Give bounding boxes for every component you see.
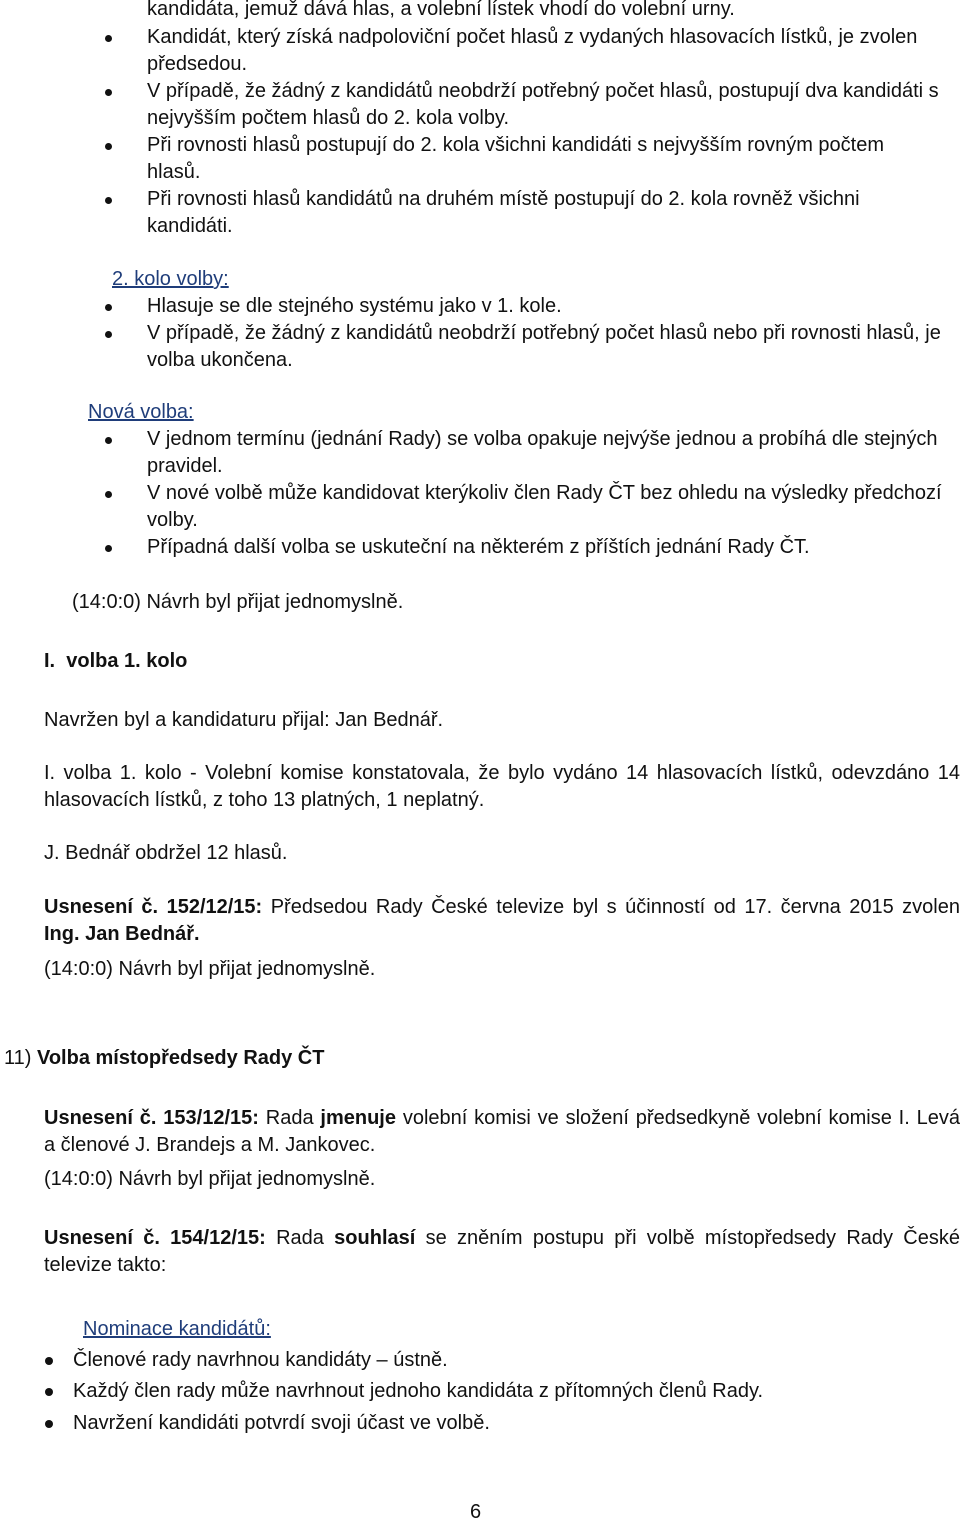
round2-heading: 2. kolo volby:	[112, 268, 229, 290]
resolution-153	[44, 1105, 960, 1159]
list-item: Při rovnosti hlasů postupují do 2. kola všichni kandidáti s nejvyšším rovným počtem hlasů.	[147, 134, 885, 183]
bullet-icon	[105, 143, 112, 150]
bullet-icon	[105, 545, 112, 552]
list-item: Navržení kandidáti potvrdí svoji účast ve volbě.	[73, 1412, 490, 1434]
resolution-pre: Rada	[265, 1227, 335, 1249]
resolution-152	[44, 894, 960, 948]
round1-heading: I. volba 1. kolo	[44, 650, 188, 672]
new-vote-heading: Nová volba:	[88, 401, 194, 423]
list-item: V nové volbě může kandidovat kterýkoliv člen Rady ČT bez ohledu na výsledky předchozí volby.	[147, 482, 942, 531]
bullet-icon	[105, 304, 112, 311]
bullet-icon	[105, 89, 112, 96]
list-item: Kandidát, který získá nadpoloviční počet hlasů z vydaných hlasovacích lístků, je zvolen předsedou.	[147, 26, 918, 75]
resolution-verb: jmenuje	[320, 1107, 396, 1129]
list-item: Při rovnosti hlasů kandidátů na druhém místě postupují do 2. kola rovněž všichni kandidáti.	[147, 188, 860, 237]
nominee-text: Navržen byl a kandidaturu přijal: Jan Bednář.	[44, 709, 444, 731]
list-item: Případná další volba se uskuteční na některém z příštích jednání Rady ČT.	[147, 536, 810, 558]
section-heading	[4, 1045, 324, 1072]
vote-result: (14:0:0) Návrh byl přijat jednomyslně.	[72, 591, 404, 613]
resolution-text: se zněním postupu při volbě místopředsedy Rady České televize takto:	[44, 1227, 960, 1276]
list-item: V případě, že žádný z kandidátů neobdrží potřebný počet hlasů, postupují dva kandidáti s nejvyšším počtem hlasů do 2. kola volby.	[147, 80, 939, 129]
resolution-label: Usnesení č. 152/12/15:	[44, 896, 263, 918]
bullet-icon	[45, 1357, 53, 1365]
list-item: Hlasuje se dle stejného systému jako v 1. kole.	[147, 295, 562, 317]
resolution-text: volební komisi ve složení předsedkyně volební komise I. Levá a členové J. Brandejs a M. Jankovec.	[44, 1107, 960, 1156]
vote-result: (14:0:0) Návrh byl přijat jednomyslně.	[44, 958, 376, 980]
list-item: Členové rady navrhnou kandidáty – ústně.	[73, 1349, 448, 1371]
list-item: V jednom termínu (jednání Rady) se volba opakuje nejvýše jednou a probíhá dle stejných pravidel.	[147, 428, 938, 477]
votes-received: J. Bednář obdržel 12 hlasů.	[44, 842, 288, 864]
nomination-heading: Nominace kandidátů:	[83, 1318, 271, 1340]
bullet-icon	[105, 197, 112, 204]
resolution-label: Usnesení č. 154/12/15:	[44, 1227, 266, 1249]
bullet-icon	[45, 1388, 53, 1396]
section-title: Volba místopředsedy Rady ČT	[36, 1047, 325, 1069]
bullet-icon	[105, 437, 112, 444]
vote-result: (14:0:0) Návrh byl přijat jednomyslně.	[44, 1168, 376, 1190]
list-item: V případě, že žádný z kandidátů neobdrží potřebný počet hlasů nebo při rovnosti hlasů, je volba ukončena.	[147, 322, 941, 371]
bullet-icon	[45, 1420, 53, 1428]
resolution-verb: souhlasí	[334, 1227, 416, 1249]
resolution-pre: Rada	[258, 1107, 321, 1129]
page-number: 6	[470, 1501, 482, 1523]
resolution-text: Předsedou Rady České televize byl s účinností od 17. června 2015 zvolen	[262, 896, 960, 918]
bullet-icon	[105, 331, 112, 338]
resolution-154	[44, 1225, 960, 1279]
elected-name: Ing. Jan Bednář.	[44, 923, 200, 945]
section-number: 11)	[4, 1047, 37, 1069]
commission-paragraph: I. volba 1. kolo - Volební komise konstatovala, že bylo vydáno 14 hlasovacích lístků, odevzdáno 14 hlasovacích lístků, z toho 13 platných, 1 neplatný.	[44, 762, 960, 811]
bullet-icon	[105, 35, 112, 42]
list-item: Každý člen rady může navrhnout jednoho kandidáta z přítomných členů Rady.	[73, 1380, 764, 1402]
list-item-continuation: kandidáta, jemuž dává hlas, a volební lístek vhodí do volební urny.	[147, 0, 735, 20]
bullet-icon	[105, 491, 112, 498]
resolution-label: Usnesení č. 153/12/15:	[44, 1107, 259, 1129]
